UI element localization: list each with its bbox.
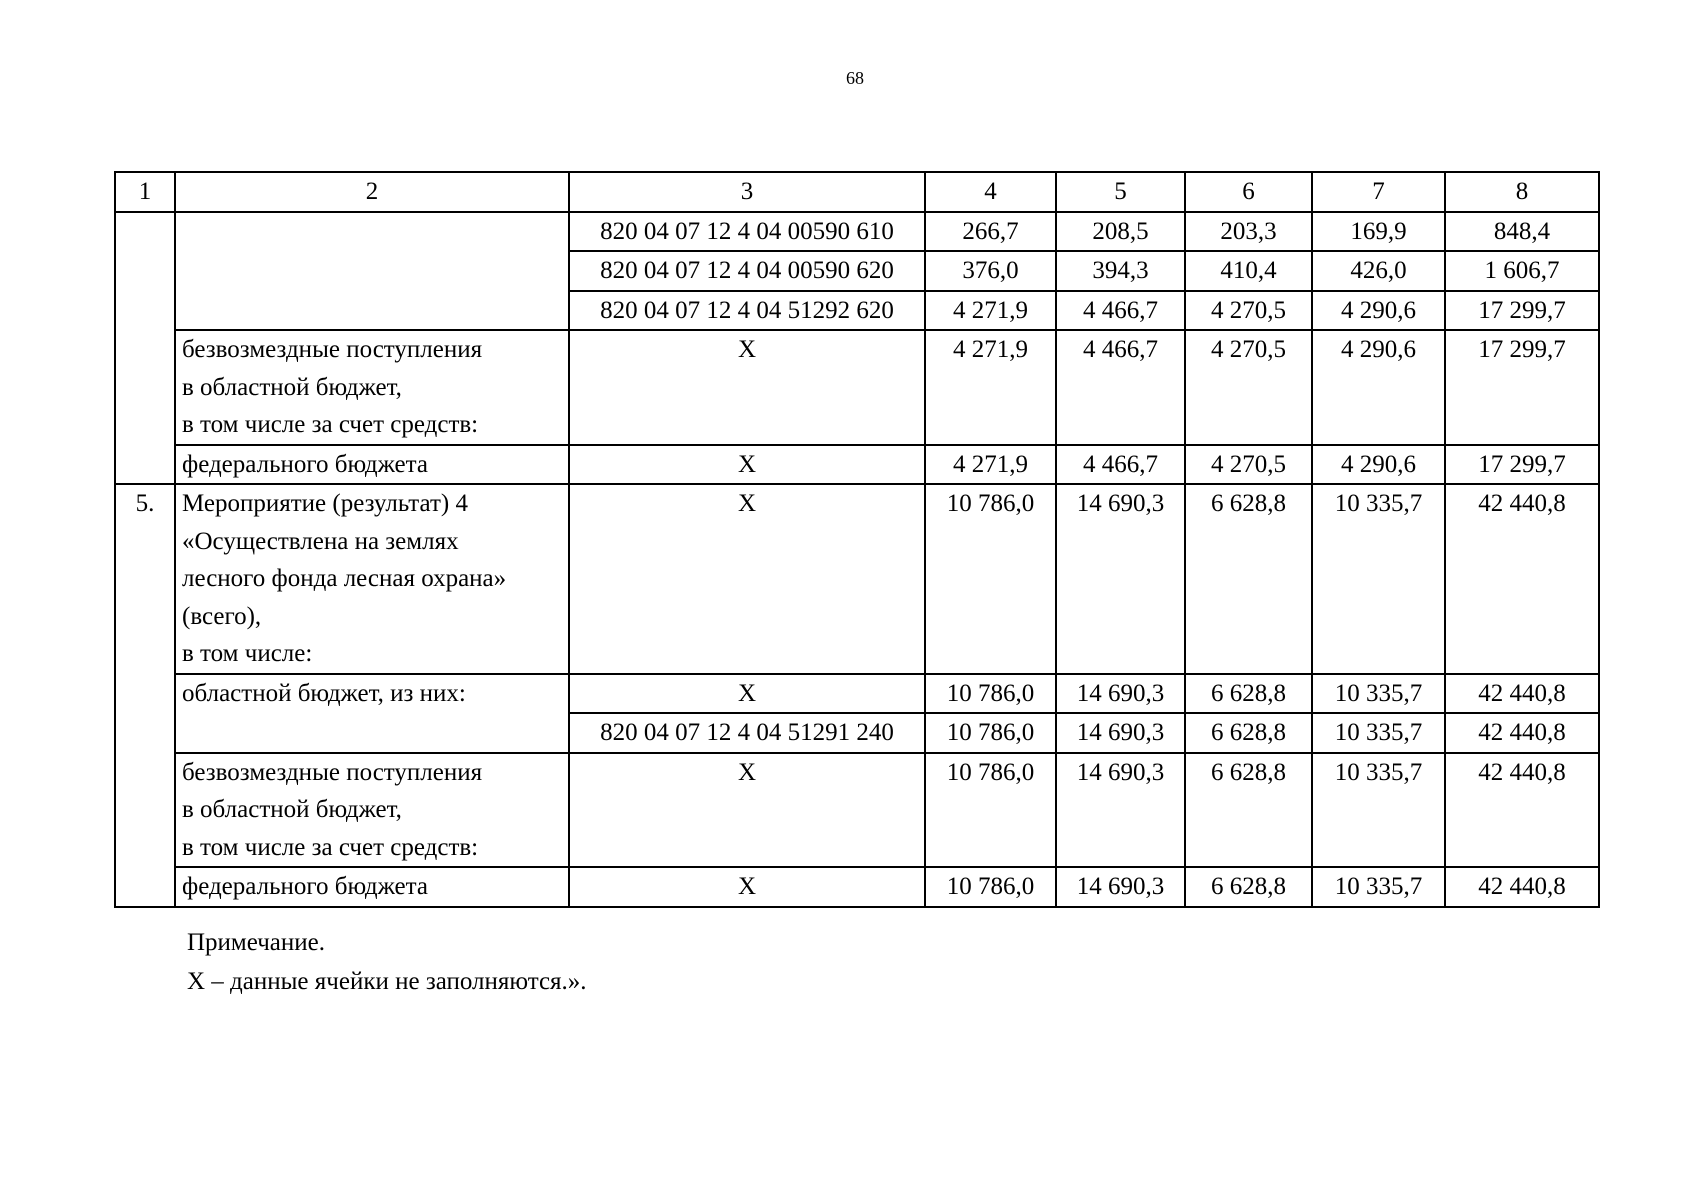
budget-code: X bbox=[569, 445, 925, 485]
value-cell: 10 335,7 bbox=[1312, 713, 1445, 753]
table-row bbox=[115, 445, 1599, 485]
row-label-line: (всего), bbox=[182, 602, 262, 630]
column-number: 2 bbox=[175, 172, 569, 212]
row-label-cell bbox=[175, 484, 569, 674]
row-label-line: «Осуществлена на землях bbox=[182, 527, 459, 555]
value-cell: 14 690,3 bbox=[1056, 867, 1185, 907]
value-cell: 6 628,8 bbox=[1185, 713, 1312, 753]
column-number-row bbox=[115, 172, 1599, 212]
row-label-line: в том числе за счет средств: bbox=[182, 411, 479, 438]
row-label-line: в том числе: bbox=[182, 640, 313, 667]
value-cell: 6 628,8 bbox=[1185, 484, 1312, 674]
column-number: 4 bbox=[925, 172, 1056, 212]
value-cell: 17 299,7 bbox=[1445, 291, 1599, 331]
value-cell: 4 270,5 bbox=[1185, 445, 1312, 485]
value-cell: 208,5 bbox=[1056, 212, 1185, 252]
value-cell: 4 290,6 bbox=[1312, 291, 1445, 331]
budget-code: X bbox=[569, 753, 925, 868]
value-cell: 10 335,7 bbox=[1312, 867, 1445, 907]
column-number: 7 bbox=[1312, 172, 1445, 212]
budget-code: 820 04 07 12 4 04 51292 620 bbox=[569, 291, 925, 331]
value-cell: 169,9 bbox=[1312, 212, 1445, 252]
row-label-line: в том числе за счет средств: bbox=[182, 833, 479, 861]
value-cell: 14 690,3 bbox=[1056, 674, 1185, 714]
value-cell: 14 690,3 bbox=[1056, 713, 1185, 753]
value-cell: 4 270,5 bbox=[1185, 291, 1312, 331]
table-row bbox=[115, 212, 1599, 252]
row-label-line: лесного фонда лесная охрана» bbox=[182, 565, 507, 592]
row-label-line: Мероприятие (результат) 4 bbox=[182, 490, 468, 517]
value-cell: 4 290,6 bbox=[1312, 330, 1445, 445]
value-cell: 4 290,6 bbox=[1312, 445, 1445, 485]
value-cell: 42 440,8 bbox=[1445, 484, 1599, 674]
note-text: X – данные ячейки не заполняются.». bbox=[187, 968, 587, 995]
row-label-cell: федерального бюджета bbox=[175, 867, 569, 907]
table-row bbox=[115, 867, 1599, 907]
value-cell: 203,3 bbox=[1185, 212, 1312, 252]
value-cell: 10 786,0 bbox=[925, 674, 1056, 714]
column-number: 8 bbox=[1445, 172, 1599, 212]
value-cell: 42 440,8 bbox=[1445, 753, 1599, 868]
row-label-line: безвозмездные поступления bbox=[182, 336, 483, 363]
row-label-cell: федерального бюджета bbox=[175, 445, 569, 485]
column-number: 3 bbox=[569, 172, 925, 212]
table-row bbox=[115, 330, 1599, 445]
value-cell: 10 335,7 bbox=[1312, 484, 1445, 674]
value-cell: 6 628,8 bbox=[1185, 674, 1312, 714]
value-cell: 6 628,8 bbox=[1185, 867, 1312, 907]
value-cell: 17 299,7 bbox=[1445, 330, 1599, 445]
value-cell: 4 270,5 bbox=[1185, 330, 1312, 445]
column-number: 5 bbox=[1056, 172, 1185, 212]
value-cell: 6 628,8 bbox=[1185, 753, 1312, 868]
budget-code: X bbox=[569, 867, 925, 907]
row-label-line: в областной бюджет, bbox=[182, 796, 402, 823]
table-row bbox=[115, 753, 1599, 868]
value-cell: 10 335,7 bbox=[1312, 753, 1445, 868]
value-cell: 10 786,0 bbox=[925, 484, 1056, 674]
row-label-line: в областной бюджет, bbox=[182, 373, 402, 401]
value-cell: 4 466,7 bbox=[1056, 445, 1185, 485]
value-cell: 394,3 bbox=[1056, 251, 1185, 291]
value-cell: 4 466,7 bbox=[1056, 330, 1185, 445]
budget-code: 820 04 07 12 4 04 00590 620 bbox=[569, 251, 925, 291]
value-cell: 4 466,7 bbox=[1056, 291, 1185, 331]
value-cell: 4 271,9 bbox=[925, 445, 1056, 485]
budget-code: 820 04 07 12 4 04 00590 610 bbox=[569, 212, 925, 252]
row-label-cell bbox=[175, 212, 569, 331]
value-cell: 42 440,8 bbox=[1445, 674, 1599, 714]
value-cell: 10 786,0 bbox=[925, 753, 1056, 868]
page-number: 68 bbox=[846, 68, 864, 88]
table-row bbox=[115, 484, 1599, 674]
budget-code: 820 04 07 12 4 04 51291 240 bbox=[569, 713, 925, 753]
value-cell: 4 271,9 bbox=[925, 330, 1056, 445]
budget-table bbox=[114, 171, 1600, 908]
column-number: 6 bbox=[1185, 172, 1312, 212]
value-cell: 266,7 bbox=[925, 212, 1056, 252]
value-cell: 14 690,3 bbox=[1056, 753, 1185, 868]
value-cell: 848,4 bbox=[1445, 212, 1599, 252]
value-cell: 4 271,9 bbox=[925, 291, 1056, 331]
row-number-cell: 5. bbox=[115, 484, 175, 907]
note bbox=[187, 923, 587, 1001]
budget-code: X bbox=[569, 330, 925, 445]
value-cell: 426,0 bbox=[1312, 251, 1445, 291]
note-title: Примечание. bbox=[187, 929, 326, 956]
value-cell: 10 786,0 bbox=[925, 713, 1056, 753]
value-cell: 1 606,7 bbox=[1445, 251, 1599, 291]
value-cell: 410,4 bbox=[1185, 251, 1312, 291]
column-number: 1 bbox=[115, 172, 175, 212]
value-cell: 14 690,3 bbox=[1056, 484, 1185, 674]
value-cell: 10 786,0 bbox=[925, 867, 1056, 907]
budget-code: X bbox=[569, 674, 925, 714]
value-cell: 42 440,8 bbox=[1445, 713, 1599, 753]
budget-code: X bbox=[569, 484, 925, 674]
row-label-cell bbox=[175, 753, 569, 868]
value-cell: 376,0 bbox=[925, 251, 1056, 291]
table-row bbox=[115, 674, 1599, 714]
row-label-cell bbox=[175, 330, 569, 445]
value-cell: 17 299,7 bbox=[1445, 445, 1599, 485]
row-label-line: безвозмездные поступления bbox=[182, 758, 483, 786]
row-number-cell bbox=[115, 212, 175, 485]
value-cell: 10 335,7 bbox=[1312, 674, 1445, 714]
value-cell: 42 440,8 bbox=[1445, 867, 1599, 907]
row-label-cell: областной бюджет, из них: bbox=[175, 674, 569, 753]
